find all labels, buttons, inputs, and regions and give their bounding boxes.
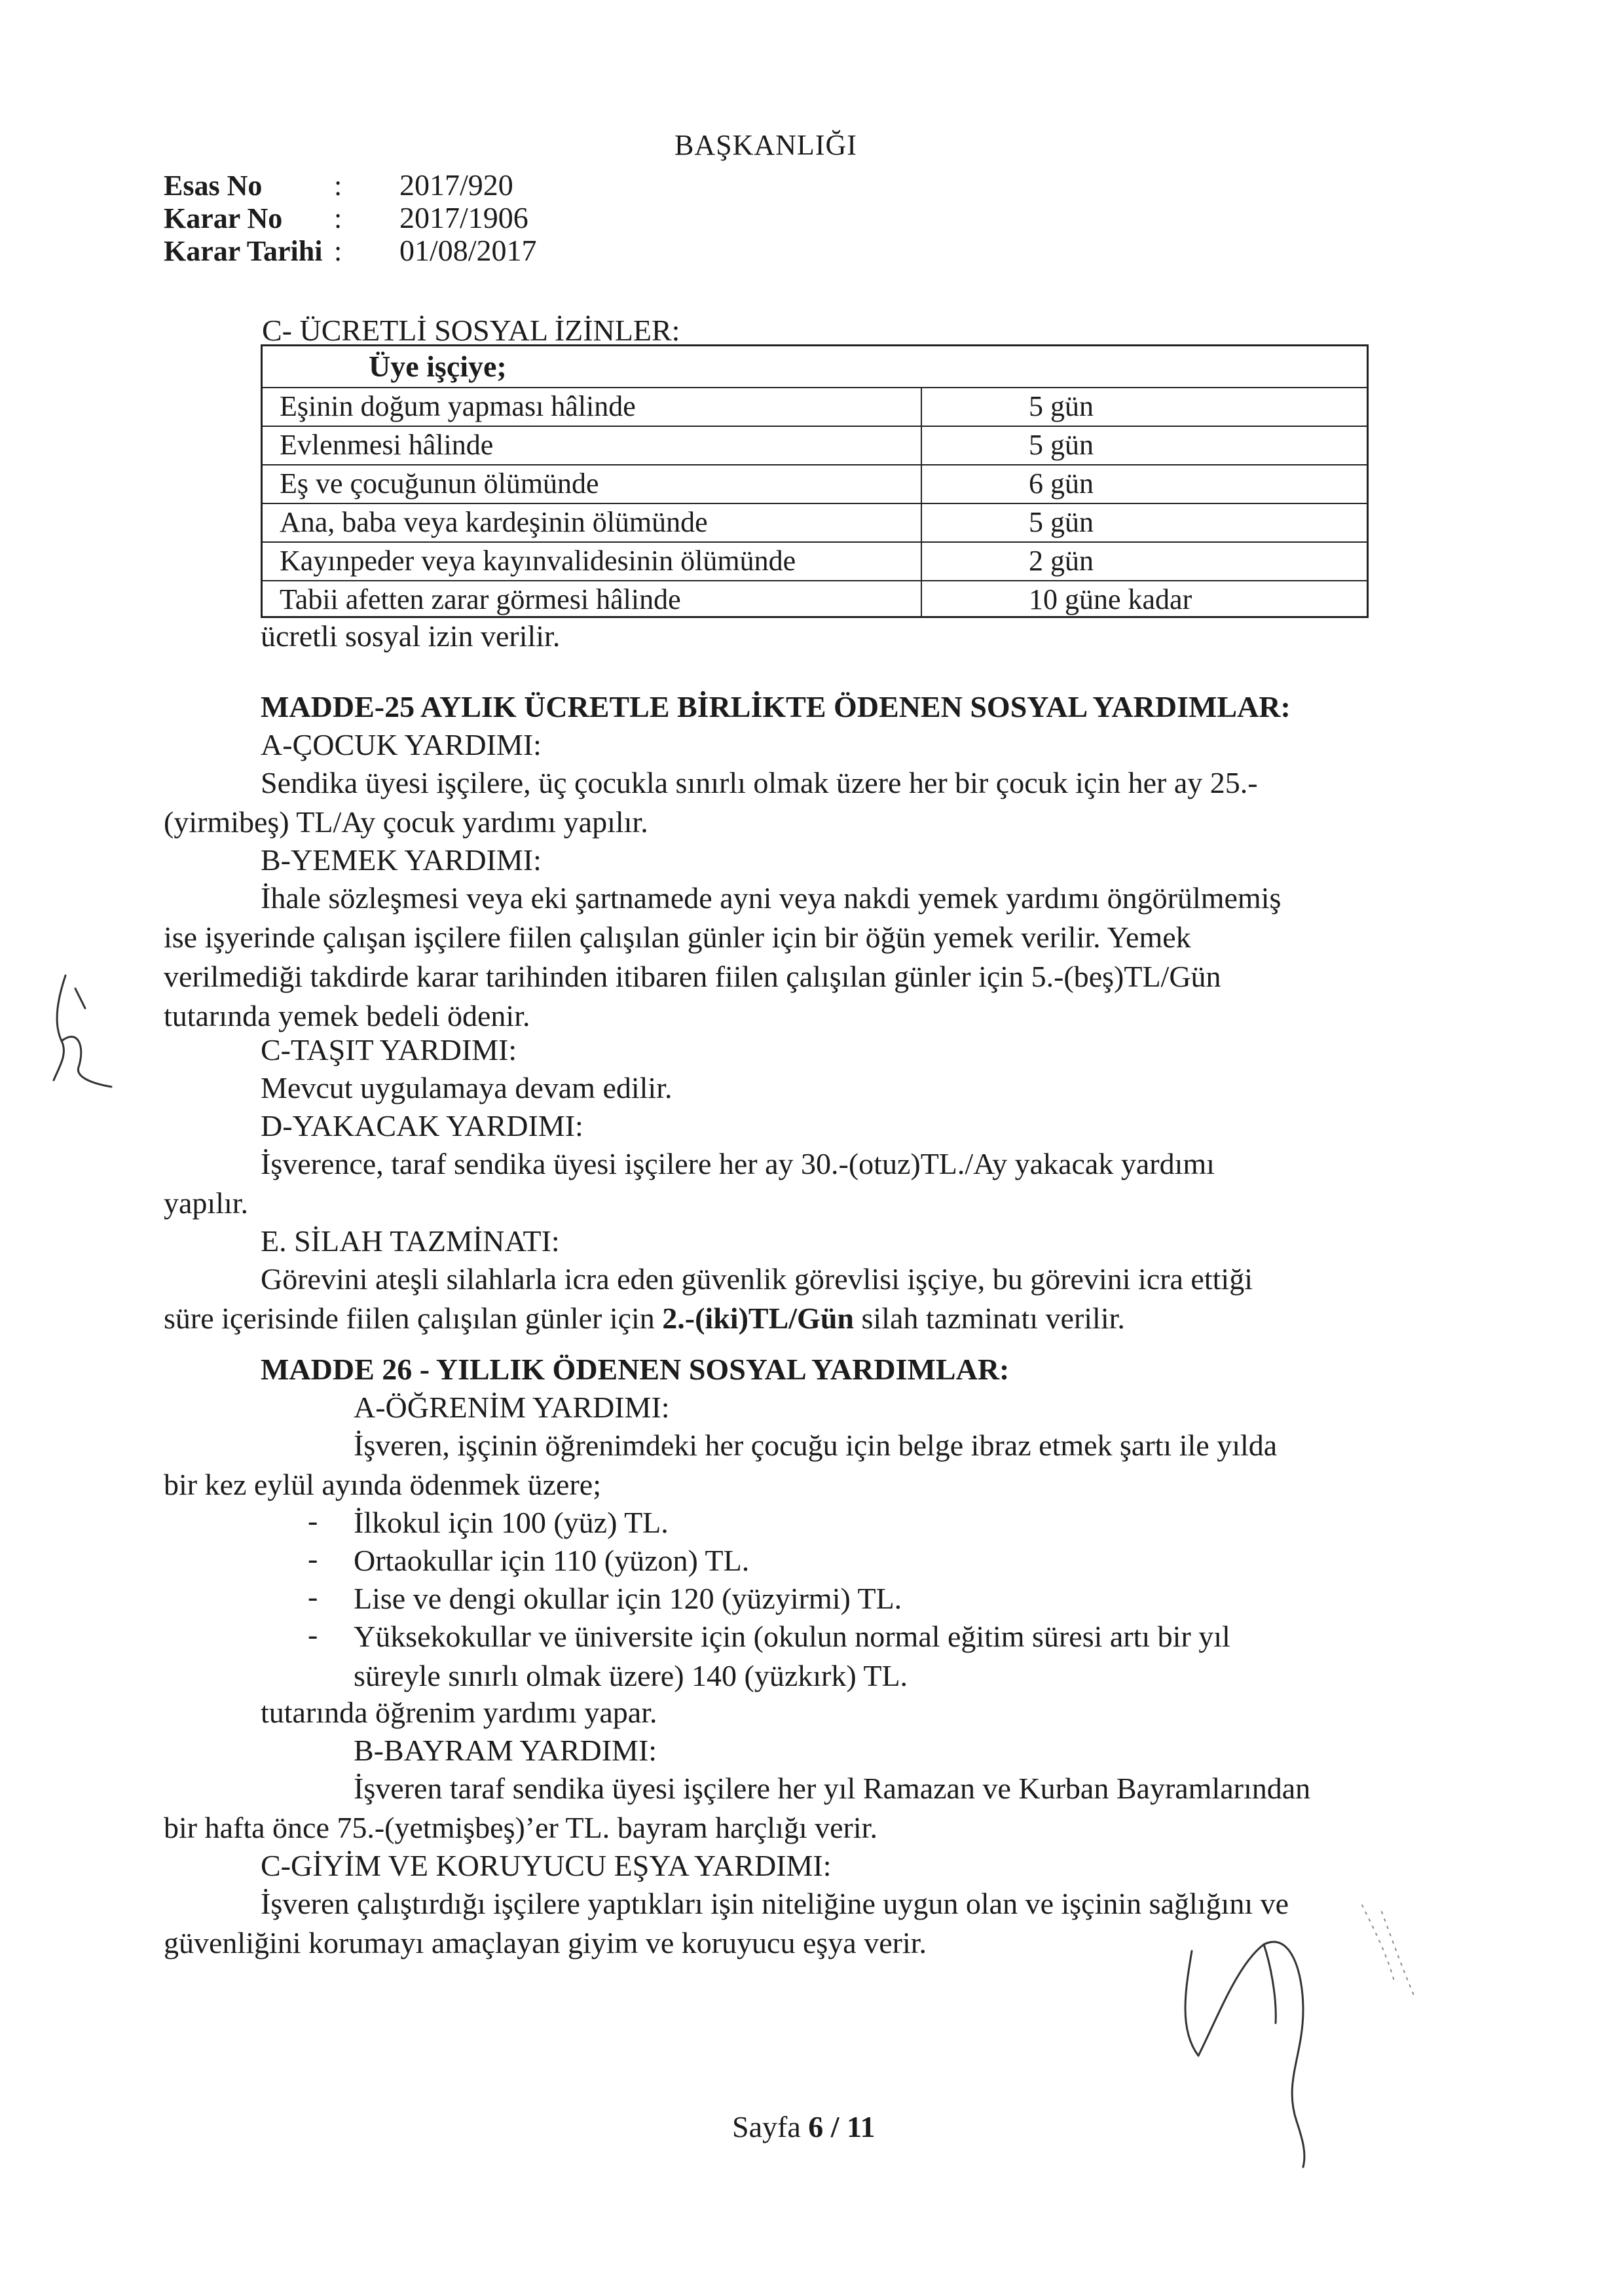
karar-tarihi-colon: :	[334, 235, 342, 267]
holiday-aid-line1: İşveren taraf sendika üyesi işçilere her yıl Ramazan ve Kurban Bayramlarından	[354, 1772, 1311, 1805]
social-leave-table	[261, 344, 1369, 618]
weapon-comp-line2-start: süre içerisinde fiilen çalışılan günler için	[164, 1302, 663, 1335]
table-row	[263, 464, 1367, 504]
esas-no-colon: :	[334, 170, 342, 202]
child-aid-line2: (yirmibeş) TL/Ay çocuk yardımı yapılır.	[164, 805, 648, 839]
table-row	[263, 503, 1367, 543]
clothing-aid-heading: C-GİYİM VE KORUYUCU EŞYA YARDIMI:	[261, 1849, 832, 1882]
fuel-aid-heading: D-YAKACAK YARDIMI:	[261, 1109, 583, 1142]
karar-no-value: 2017/1906	[399, 201, 528, 234]
page-prefix: Sayfa	[732, 2110, 809, 2143]
article25-title: MADDE-25 AYLIK ÜCRETLE BİRLİKTE ÖDENEN SOSYAL YARDIMLAR:	[261, 690, 1291, 723]
meal-aid-heading: B-YEMEK YARDIMI:	[261, 843, 542, 877]
list-bullet: -	[308, 1580, 318, 1613]
meal-aid-text	[164, 879, 1369, 1036]
education-aid-text	[164, 1426, 1369, 1504]
table-row	[263, 541, 1367, 581]
weapon-comp-line2	[164, 1299, 1369, 1338]
meal-aid-line4: tutarında yemek bedeli ödenir.	[164, 999, 530, 1032]
esas-no-label: Esas No	[164, 170, 263, 202]
page-total: 11	[847, 2110, 876, 2143]
bottom-signature	[1166, 1859, 1441, 2174]
leave-days: 5 gün	[1029, 429, 1094, 461]
page-number	[732, 2109, 876, 2144]
leave-event: Eşinin doğum yapması hâlinde	[280, 390, 636, 422]
education-aid-footer: tutarında öğrenim yardımı yapar.	[261, 1696, 657, 1729]
list-item-line1: Yüksekokullar ve üniversite için (okulun normal eğitim süresi artı bir yıl	[354, 1620, 1230, 1653]
leave-days: 5 gün	[1029, 506, 1094, 538]
office-title: BAŞKANLIĞI	[674, 129, 857, 161]
page-separator: /	[823, 2110, 847, 2143]
margin-signature	[39, 969, 144, 1100]
leave-event: Ana, baba veya kardeşinin ölümünde	[280, 506, 708, 538]
karar-tarihi-value: 01/08/2017	[399, 234, 537, 267]
karar-tarihi-label: Karar Tarihi	[164, 235, 323, 267]
fuel-aid-line1: İşverence, taraf sendika üyesi işçilere her ay 30.-(otuz)TL./Ay yakacak yardımı	[261, 1147, 1215, 1180]
table-row	[263, 426, 1367, 465]
karar-no-colon: :	[334, 202, 342, 234]
leave-event: Evlenmesi hâlinde	[280, 429, 494, 461]
weapon-comp-text	[164, 1260, 1369, 1338]
clothing-aid-line1: İşveren çalıştırdığı işçilere yaptıkları işin niteliğine uygun olan ve işçinin sağlığını ve	[261, 1887, 1289, 1920]
leave-days: 6 gün	[1029, 467, 1094, 500]
meal-aid-line2: ise işyerinde çalışan işçilere fiilen çalışılan günler için bir öğün yemek verilir. Yemek	[164, 920, 1191, 954]
leave-event: Kayınpeder veya kayınvalidesinin ölümünde	[280, 545, 796, 577]
karar-no-label: Karar No	[164, 202, 283, 234]
clothing-aid-line2: güvenliğini korumayı amaçlayan giyim ve koruyucu eşya verir.	[164, 1926, 927, 1959]
holiday-aid-text	[164, 1769, 1369, 1848]
weapon-comp-line1: Görevini ateşli silahlarla icra eden güvenlik görevlisi işçiye, bu görevini icra ettiği	[261, 1262, 1253, 1296]
list-item-line2: süreyle sınırlı olmak üzere) 140 (yüzkırk) TL.	[354, 1659, 908, 1692]
education-aid-line1: İşveren, işçinin öğrenimdeki her çocuğu için belge ibraz etmek şartı ile yılda	[354, 1429, 1278, 1462]
fuel-aid-text	[164, 1144, 1369, 1223]
leave-event: Tabii afetten zarar görmesi hâlinde	[280, 583, 681, 615]
list-item: Ortaokullar için 110 (yüzon) TL.	[354, 1544, 750, 1577]
leave-days: 10 güne kadar	[1029, 583, 1192, 615]
list-item	[354, 1617, 1369, 1696]
esas-no-value: 2017/920	[399, 168, 513, 202]
fuel-aid-line2: yapılır.	[164, 1186, 249, 1220]
table-header: Üye işçiye;	[263, 346, 1367, 388]
transport-aid-heading: C-TAŞIT YARDIMI:	[261, 1033, 517, 1066]
leave-event: Eş ve çocuğunun ölümünde	[280, 467, 599, 500]
page-current: 6	[808, 2110, 824, 2143]
child-aid-line1: Sendika üyesi işçilere, üç çocukla sınırlı olmak üzere her bir çocuk için her ay 25.-	[261, 766, 1258, 799]
education-aid-heading: A-ÖĞRENİM YARDIMI:	[354, 1391, 670, 1424]
child-aid-heading: A-ÇOCUK YARDIMI:	[261, 728, 542, 761]
leave-days: 5 gün	[1029, 390, 1094, 422]
table-row	[263, 387, 1367, 427]
weapon-comp-line2-end: silah tazminatı verilir.	[854, 1302, 1125, 1335]
list-item: Lise ve dengi okullar için 120 (yüzyirmi) TL.	[354, 1582, 902, 1615]
list-bullet: -	[308, 1504, 318, 1537]
meal-aid-line3: verilmediği takdirde karar tarihinden itibaren fiilen çalışılan günler için 5.-(beş)TL/Gün	[164, 960, 1221, 993]
leave-days: 2 gün	[1029, 545, 1094, 577]
table-row	[263, 580, 1367, 619]
meal-aid-line1: İhale sözleşmesi veya eki şartnamede ayni veya nakdi yemek yardımı öngörülmemiş	[261, 881, 1282, 915]
weapon-comp-amount: 2.-(iki)TL/Gün	[662, 1302, 854, 1335]
list-bullet: -	[308, 1618, 318, 1651]
child-aid-text	[164, 763, 1369, 842]
list-item: İlkokul için 100 (yüz) TL.	[354, 1506, 669, 1539]
weapon-comp-heading: E. SİLAH TAZMİNATI:	[261, 1224, 560, 1258]
social-leave-footer: ücretli sosyal izin verilir.	[261, 619, 561, 653]
holiday-aid-line2: bir hafta önce 75.-(yetmişbeş)’er TL. bayram harçlığı verir.	[164, 1811, 877, 1844]
social-leave-title: C- ÜCRETLİ SOSYAL İZİNLER:	[262, 314, 680, 347]
education-aid-line2: bir kez eylül ayında ödenmek üzere;	[164, 1468, 601, 1501]
list-bullet: -	[308, 1542, 318, 1575]
transport-aid-text: Mevcut uygulamaya devam edilir.	[261, 1071, 673, 1104]
holiday-aid-heading: B-BAYRAM YARDIMI:	[354, 1734, 657, 1767]
article26-title: MADDE 26 - YILLIK ÖDENEN SOSYAL YARDIMLAR:	[261, 1353, 1010, 1386]
